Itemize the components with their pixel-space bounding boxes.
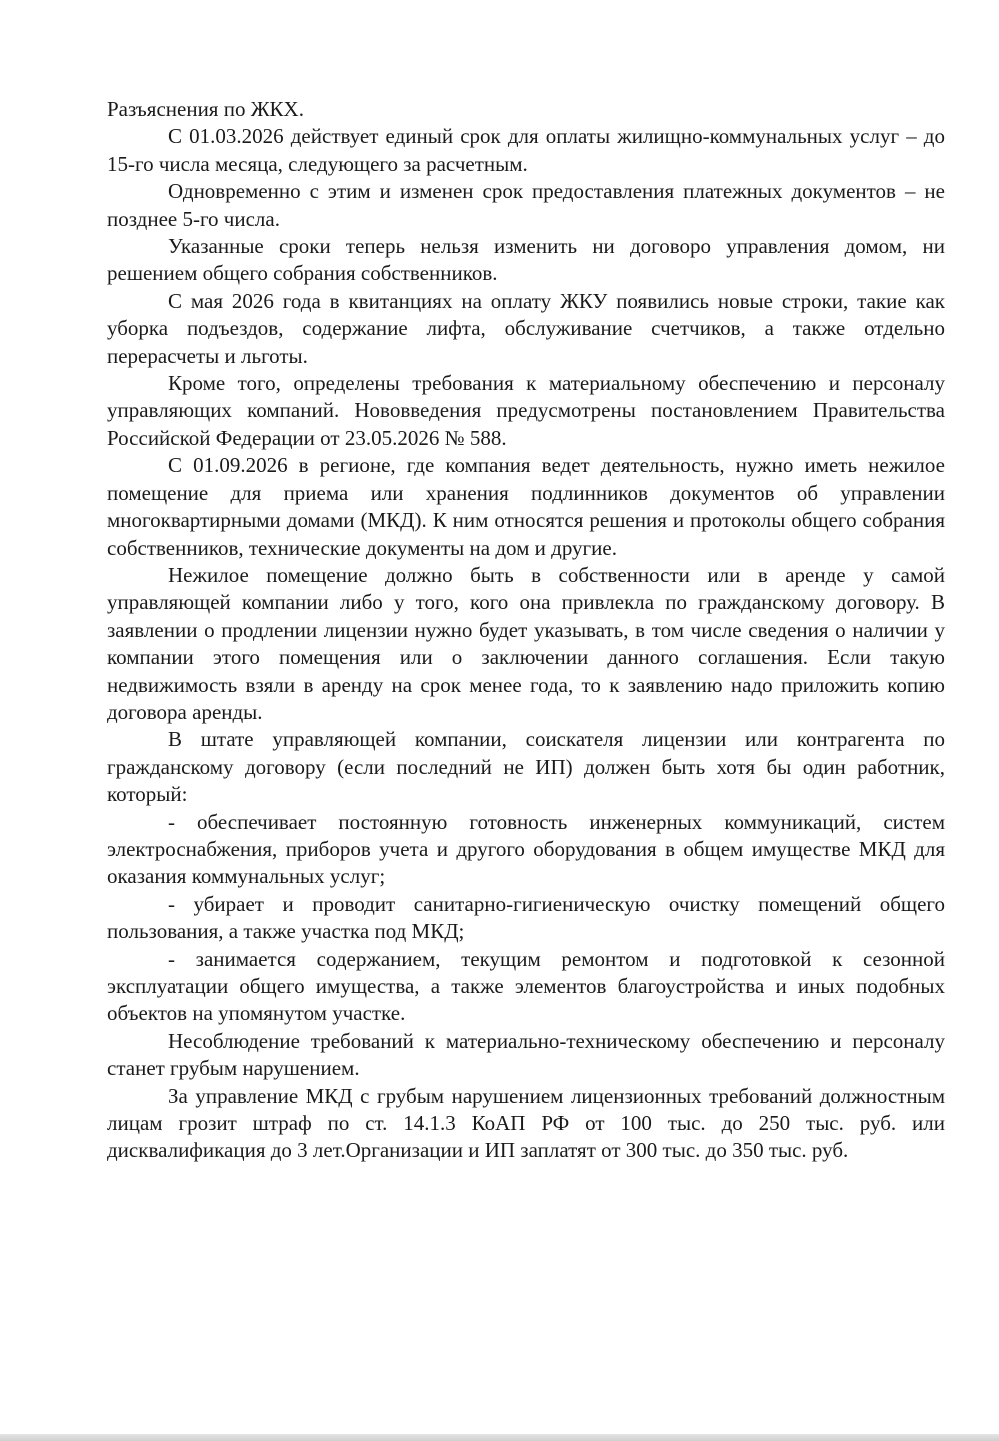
paragraph-premises-ownership: Нежилое помещение должно быть в собственности или в аренде у самой управляющей компании либо у того, кого она привлекла по гражданскому договору. В заявлении о продлении лицензии нужно будет указывать, в том числе сведения о наличии у компании этого помещения или о заключении данного соглашения. Если такую недвижимость взяли в аренду на срок менее года, то к заявлению надо приложить копию договора аренды. [107,562,945,724]
paragraph-new-receipt-lines: С мая 2026 года в квитанциях на оплату ЖКУ появились новые строки, такие как уборка подъездов, содержание лифта, обслуживание счетчиков, а также отдельно перерасчеты и льготы. [107,288,945,368]
paragraph-billing-deadline: Одновременно с этим и изменен срок предоставления платежных документов – не позднее 5-го числа. [107,179,945,231]
paragraph-deadlines-fixed: Указанные сроки теперь нельзя изменить ни договоро управления домом, ни решением общего собрания собственников. [107,234,945,286]
list-item-maintenance: - занимается содержанием, текущим ремонтом и подготовкой к сезонной эксплуатации общего имущества, а также элементов благоустройства и иных подобных объектов на упомянутом участке. [107,946,945,1026]
paragraph-staff-requirement: В штате управляющей компании, соискателя лицензии или контрагента по гражданскому договору (если последний не ИП) должен быть хотя бы один работник, который: [107,727,945,807]
paragraph-requirements-intro: Кроме того, определены требования к материальному обеспечению и персоналу управляющих компаний. Нововведения предусмотрены постановлением Правительства Российской Федерации от 23.05.2026 № 588. [107,371,945,450]
list-item-utilities: - обеспечивает постоянную готовность инженерных коммуникаций, систем электроснабжения, приборов учета и другого оборудования в общем имуществе МКД для оказания коммунальных услуг; [107,809,945,889]
paragraph-penalties: За управление МКД с грубым нарушением лицензионных требований должностным лицам грозит штраф по ст. 14.1.3 КоАП РФ от 100 тыс. до 250 тыс. руб. или дисквалификация до 3 лет.Организации и ИП заплатят от 300 тыс. до 350 тыс. руб. [107,1083,945,1163]
paragraph-premises-requirement: С 01.09.2026 в регионе, где компания ведет деятельность, нужно иметь нежилое помещение для приема или хранения подлинников документов об управлении многоквартирными домами (МКД). К ним относятся решения и протоколы общего собрания собственников, технические документы на дом и другие. [107,453,945,560]
paragraph-gross-violation: Несоблюдение требований к материально-техническому обеспечению и персоналу станет грубым нарушением. [107,1028,945,1081]
document-body [107,96,945,1165]
list-item-cleaning: - убирает и проводит санитарно-гигиеническую очистку помещений общего пользования, а также участка под МКД; [107,891,945,944]
paragraph-payment-deadline: С 01.03.2026 действует единый срок для оплаты жилищно-коммунальных услуг – до 15-го числа месяца, следующего за расчетным. [107,124,945,176]
page-bottom-edge [0,1434,999,1441]
document-title: Разъяснения по ЖКХ. [107,97,304,121]
